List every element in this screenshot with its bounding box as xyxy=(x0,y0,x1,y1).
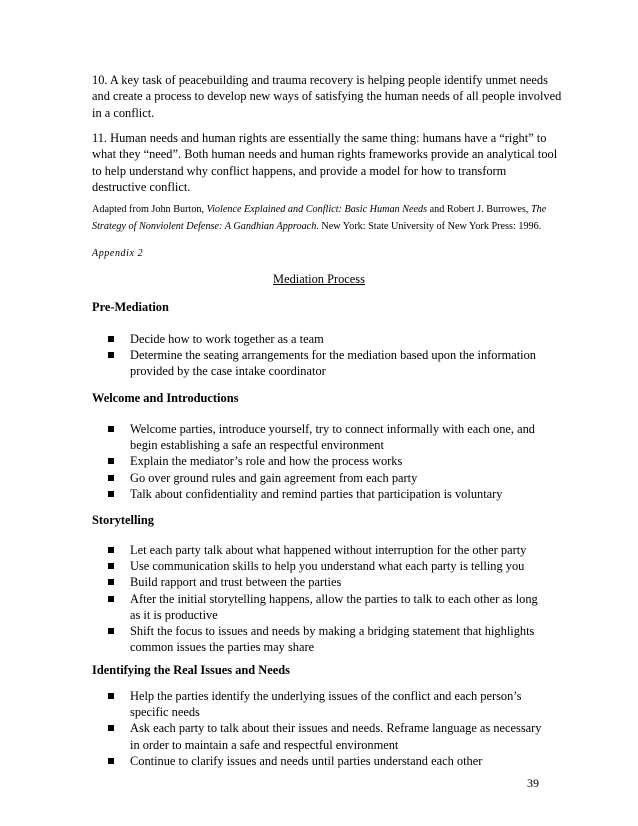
citation-suffix: . New York: State University of New York Press: 1996. xyxy=(316,221,542,232)
section-heading-pre-mediation: Pre-Mediation xyxy=(92,300,169,314)
list-item xyxy=(108,558,548,574)
citation-middle: and Robert J. Burrowes, xyxy=(427,204,531,215)
list-item xyxy=(108,421,548,453)
list-item xyxy=(108,453,548,469)
citation-prefix: Adapted from John Burton, xyxy=(92,204,207,215)
list-item xyxy=(108,347,548,379)
list-item-text: Build rapport and trust between the parties xyxy=(130,575,342,590)
bullet-icon xyxy=(108,336,114,342)
bullet-icon xyxy=(108,579,114,585)
section-heading-storytelling: Storytelling xyxy=(92,513,154,527)
section-list-pre-mediation xyxy=(108,331,548,380)
section-heading-welcome: Welcome and Introductions xyxy=(92,391,239,405)
list-item xyxy=(108,470,548,486)
list-item-text: Let each party talk about what happened without interruption for the other party xyxy=(130,543,527,557)
list-item xyxy=(108,591,548,623)
document-title-text: Mediation Process xyxy=(273,272,365,286)
list-item xyxy=(108,720,548,752)
citation-title-2: The Strategy of Nonviolent Defense: A Gandhian Approach xyxy=(92,204,547,232)
section-heading-issues-needs: Identifying the Real Issues and Needs xyxy=(92,663,290,677)
paragraph-11: 11. Human needs and human rights are essentially the same thing: humans have a “right” to what they “need”. Both human needs and human rights frameworks provide an analytical tool to help understand why conflict happens, and provide a model for how to transform destructive conflict. xyxy=(92,131,558,195)
list-item-text: Help the parties identify the underlying issues of the conflict and each person’s specific needs xyxy=(130,689,522,720)
list-item xyxy=(108,542,548,558)
citation-title-1: Violence Explained and Conflict: Basic Human Needs xyxy=(206,204,428,215)
list-item xyxy=(108,331,548,347)
bullet-icon xyxy=(108,458,114,464)
bullet-icon xyxy=(108,491,114,497)
bullet-icon xyxy=(108,563,114,569)
bullet-icon xyxy=(108,426,114,432)
bullet-icon xyxy=(108,547,114,553)
section-list-welcome xyxy=(108,421,548,502)
list-item-text: After the initial storytelling happens, allow the parties to talk to each other as long as it is productive xyxy=(130,591,538,622)
list-item xyxy=(108,623,548,655)
list-item xyxy=(108,486,548,502)
bullet-icon xyxy=(108,352,114,358)
citation xyxy=(92,201,562,235)
section-list-storytelling xyxy=(108,542,548,655)
bullet-icon xyxy=(108,628,114,634)
list-item-text: Decide how to work together as a team xyxy=(130,332,324,346)
bullet-icon xyxy=(108,758,114,764)
paragraph-10: 10. A key task of peacebuilding and trauma recovery is helping people identify unmet needs and create a process to develop new ways of satisfying the human needs of all people involved in a conflict. xyxy=(92,73,562,120)
page-number: 39 xyxy=(527,776,539,790)
bullet-icon xyxy=(108,475,114,481)
list-item-text: Explain the mediator’s role and how the process works xyxy=(130,454,403,469)
list-item-text: Continue to clarify issues and needs until parties understand each other xyxy=(130,753,483,768)
bullet-icon xyxy=(108,693,114,699)
bullet-icon xyxy=(108,596,114,602)
list-item-text: Shift the focus to issues and needs by making a bridging statement that highlights common issues the parties may share xyxy=(130,624,535,655)
list-item-text: Determine the seating arrangements for the mediation based upon the information provided by the case intake coordinator xyxy=(130,348,537,379)
appendix-label: Appendix 2 xyxy=(92,248,144,259)
list-item-text: Talk about confidentiality and remind parties that participation is voluntary xyxy=(130,486,503,501)
list-item xyxy=(108,753,548,769)
document-title xyxy=(0,272,638,287)
list-item xyxy=(108,688,548,720)
section-list-issues-needs xyxy=(108,688,548,769)
list-item xyxy=(108,574,548,590)
list-item-text: Go over ground rules and gain agreement from each party xyxy=(130,470,418,485)
list-item-text: Ask each party to talk about their issues and needs. Reframe language as necessary in order to maintain a safe and respectful environment xyxy=(130,721,542,752)
bullet-icon xyxy=(108,725,114,731)
list-item-text: Welcome parties, introduce yourself, try to connect informally with each one, and begin establishing a safe an respectful environment xyxy=(130,422,535,453)
list-item-text: Use communication skills to help you understand what each party is telling you xyxy=(130,559,525,574)
